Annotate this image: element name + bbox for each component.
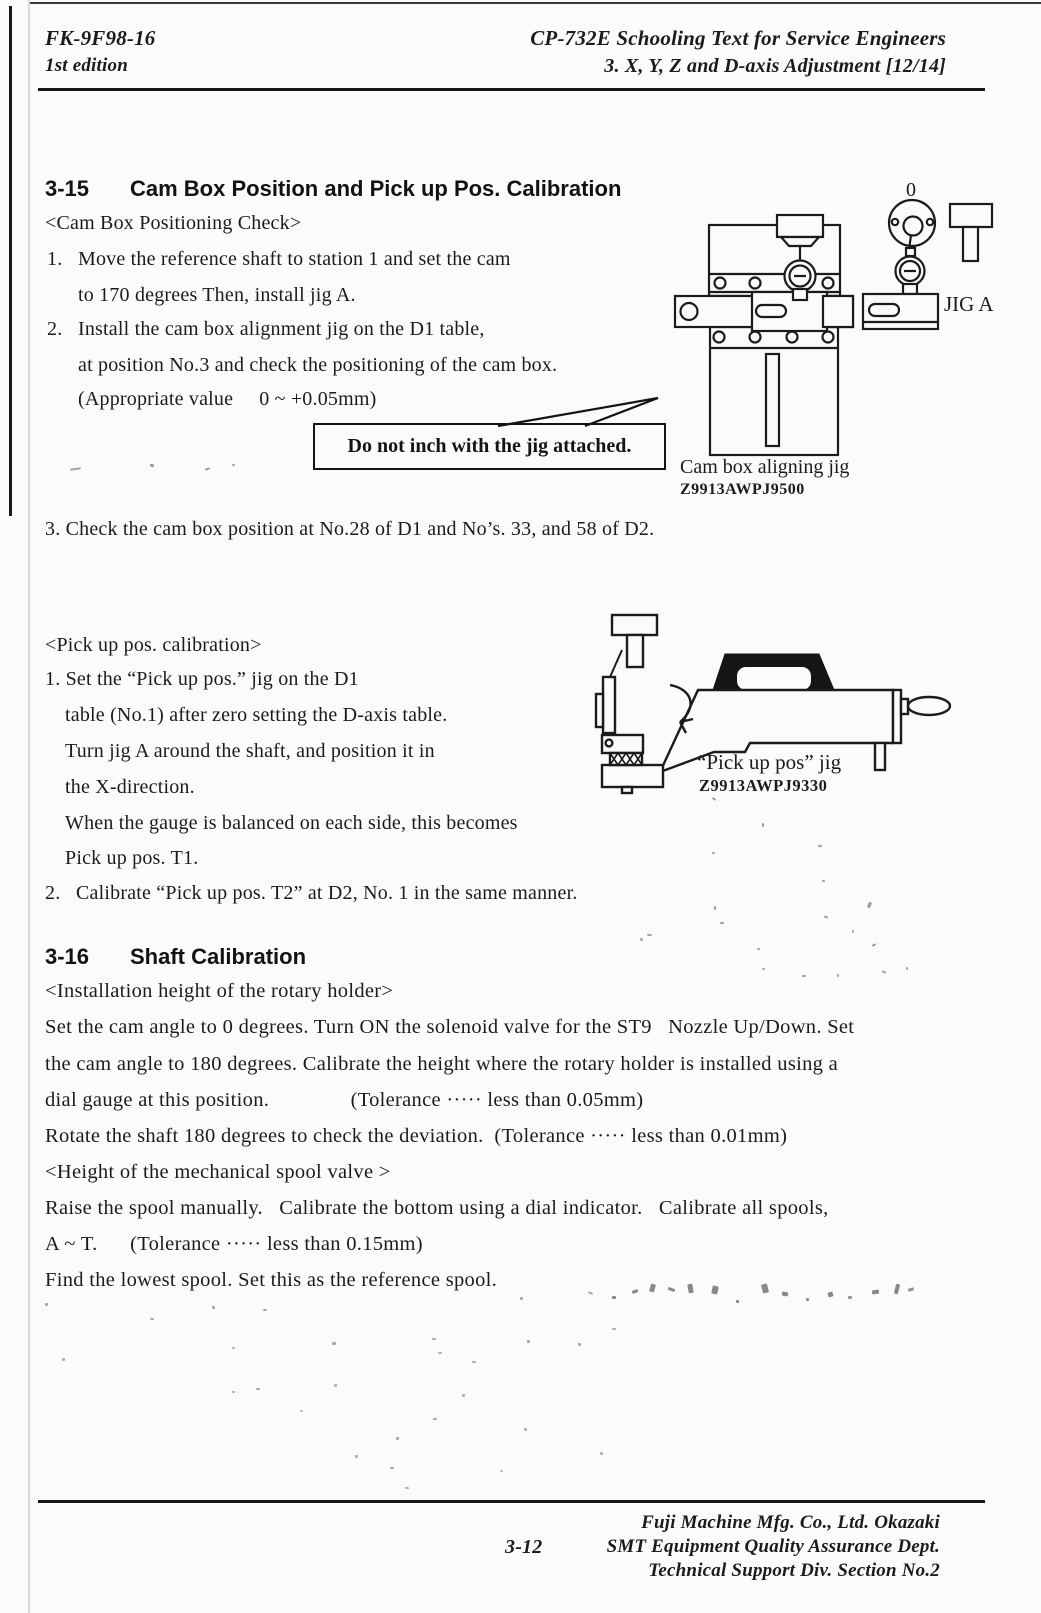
warning-callout-text: Do not inch with the jig attached. bbox=[347, 435, 632, 457]
cam-box-part-number: Z9913AWPJ9500 bbox=[680, 481, 805, 498]
scan-speck bbox=[232, 1347, 235, 1349]
scan-speck bbox=[438, 1352, 442, 1355]
pickup-step1-line5: When the gauge is balanced on each side, this becomes bbox=[65, 812, 518, 834]
scan-edge-left bbox=[9, 6, 12, 516]
shaft-line3: the cam angle to 180 degrees. Calibrate the height where the rotary holder is installed using a bbox=[45, 1053, 839, 1075]
scan-speck bbox=[632, 1289, 639, 1294]
shaft-line2: Set the cam angle to 0 degrees. Turn ON the solenoid valve for the ST9 Nozzle Up/Down. Set bbox=[45, 1016, 855, 1038]
pickup-part-number: Z9913AWPJ9330 bbox=[699, 776, 828, 795]
pickup-step1-line2: table (No.1) after zero setting the D-axis table. bbox=[65, 704, 448, 726]
scan-speck bbox=[612, 1328, 616, 1330]
scan-speck bbox=[894, 1284, 900, 1295]
step1-line1: 1. Move the reference shaft to station 1 and set the cam bbox=[47, 248, 511, 270]
scan-speck bbox=[256, 1388, 260, 1391]
scan-speck bbox=[649, 1283, 656, 1292]
scan-speck bbox=[70, 467, 81, 471]
scan-speck bbox=[396, 1437, 399, 1440]
shaft-line4: dial gauge at this position. (Tolerance ····· less than 0.05mm) bbox=[45, 1089, 644, 1111]
scan-speck bbox=[472, 1361, 476, 1364]
scan-speck bbox=[205, 467, 210, 471]
header-doc-code: FK-9F98-16 bbox=[45, 26, 156, 50]
shaft-line6: <Height of the mechanical spool valve > bbox=[45, 1161, 391, 1183]
scan-speck bbox=[462, 1394, 465, 1397]
section-3-15-title: Cam Box Position and Pick up Pos. Calibration bbox=[130, 176, 622, 201]
scan-speck bbox=[647, 934, 652, 936]
footer-division: Technical Support Div. Section No.2 bbox=[648, 1560, 940, 1581]
scan-speck bbox=[736, 1300, 739, 1303]
scan-speck bbox=[527, 1340, 531, 1344]
cam-box-drawing bbox=[675, 215, 853, 455]
scan-speck bbox=[720, 922, 724, 925]
scan-speck bbox=[824, 915, 828, 918]
section-3-16-number: 3-16 bbox=[45, 944, 90, 969]
scan-speck bbox=[150, 464, 154, 468]
scan-speck bbox=[908, 1287, 915, 1292]
footer-page-number: 3-12 bbox=[505, 1536, 543, 1558]
scan-speck bbox=[802, 975, 806, 978]
scan-speck bbox=[432, 1338, 436, 1341]
scan-speck bbox=[712, 852, 715, 854]
scan-speck bbox=[848, 1296, 852, 1300]
scan-speck bbox=[405, 1487, 409, 1490]
shaft-line5: Rotate the shaft 180 degrees to check the deviation. (Tolerance ····· less than 0.01mm) bbox=[45, 1125, 788, 1147]
footer-department: SMT Equipment Quality Assurance Dept. bbox=[606, 1536, 940, 1557]
scan-speck bbox=[433, 1418, 437, 1421]
scan-speck bbox=[232, 1391, 235, 1393]
scan-speck bbox=[837, 974, 839, 977]
scan-speck bbox=[782, 1292, 789, 1297]
scan-speck bbox=[332, 1342, 337, 1346]
dial-indicator bbox=[603, 677, 615, 733]
shaft-line7: Raise the spool manually. Calibrate the bottom using a dial indicator. Calibrate all spools, bbox=[45, 1197, 829, 1219]
scan-speck bbox=[822, 880, 825, 882]
step2-line1: 2. Install the cam box alignment jig on the D1 table, bbox=[47, 318, 485, 340]
scan-speck bbox=[687, 1284, 693, 1294]
scan-speck bbox=[600, 1452, 603, 1455]
scan-speck bbox=[867, 902, 872, 909]
scan-speck bbox=[906, 967, 908, 970]
cam-box-figure bbox=[650, 170, 1000, 470]
header-rule bbox=[38, 88, 985, 91]
footer-company: Fuji Machine Mfg. Co., Ltd. Okazaki bbox=[641, 1512, 940, 1533]
header-edition: 1st edition bbox=[45, 55, 128, 76]
scan-speck bbox=[640, 938, 643, 941]
scan-speck bbox=[711, 1285, 719, 1294]
step3-line: 3. Check the cam box position at No.28 of D1 and No’s. 33, and 58 of D2. bbox=[45, 518, 655, 540]
footer-rule bbox=[38, 1500, 985, 1503]
scan-speck bbox=[588, 1291, 593, 1295]
scan-speck bbox=[520, 1297, 523, 1300]
scan-edge-top bbox=[30, 2, 1041, 4]
scan-speck bbox=[668, 1287, 676, 1292]
scan-speck bbox=[390, 1467, 394, 1470]
scan-speck bbox=[578, 1343, 582, 1347]
shaft-line1: <Installation height of the rotary holder> bbox=[45, 980, 394, 1002]
scan-speck bbox=[212, 1306, 215, 1309]
pickup-step2: 2. Calibrate “Pick up pos. T2” at D2, No. 1 in the same manner. bbox=[45, 882, 578, 904]
scan-speck bbox=[762, 968, 765, 970]
pickup-step1-line4: the X-direction. bbox=[65, 776, 195, 798]
scan-speck bbox=[872, 1290, 879, 1295]
scan-speck bbox=[852, 930, 854, 933]
cam-box-check-heading: <Cam Box Positioning Check> bbox=[45, 212, 302, 234]
scan-speck bbox=[757, 948, 760, 950]
step1-line2: to 170 degrees Then, install jig A. bbox=[78, 284, 356, 306]
scan-speck bbox=[872, 943, 876, 947]
scan-speck bbox=[612, 1296, 616, 1299]
section-3-16-title: Shaft Calibration bbox=[130, 944, 307, 969]
header-title: CP-732E Schooling Text for Service Engineers bbox=[530, 26, 946, 50]
scan-speck bbox=[714, 906, 717, 910]
scan-speck bbox=[334, 1384, 337, 1387]
scan-speck bbox=[818, 845, 822, 848]
jig-a-dial-gauge bbox=[896, 257, 925, 295]
pickup-step1-line3: Turn jig A around the shaft, and position it in bbox=[65, 740, 435, 762]
pickup-step1-line6: Pick up pos. T1. bbox=[65, 847, 199, 869]
pickup-heading: <Pick up pos. calibration> bbox=[45, 634, 262, 656]
step2-line2: at position No.3 and check the positioning of the cam box. bbox=[78, 354, 558, 376]
header-subtitle: 3. X, Y, Z and D-axis Adjustment [12/14] bbox=[604, 55, 946, 77]
scan-speck bbox=[355, 1455, 359, 1459]
scan-speck bbox=[524, 1428, 527, 1431]
scan-speck bbox=[761, 1283, 769, 1293]
jig-a-label: JIG A bbox=[944, 292, 994, 316]
scan-speck bbox=[263, 1309, 267, 1312]
shaft-line9: Find the lowest spool. Set this as the reference spool. bbox=[45, 1269, 498, 1291]
scan-speck bbox=[62, 1358, 65, 1361]
scan-speck bbox=[300, 1410, 303, 1412]
scan-speck bbox=[762, 823, 764, 827]
scan-speck bbox=[150, 1318, 154, 1321]
step2-line3: (Appropriate value 0 ~ +0.05mm) bbox=[78, 388, 377, 410]
dial-zero-label: 0 bbox=[906, 179, 916, 201]
section-3-15-number: 3-15 bbox=[45, 176, 90, 201]
scan-speck bbox=[45, 1303, 48, 1306]
cam-box-figure-caption: Cam box aligning jig bbox=[680, 456, 850, 478]
scan-fold-left bbox=[28, 0, 30, 1613]
scan-speck bbox=[232, 464, 235, 466]
scan-speck bbox=[827, 1291, 833, 1297]
scan-speck bbox=[882, 970, 886, 973]
shaft-line8: A ~ T. (Tolerance ····· less than 0.15mm) bbox=[45, 1233, 423, 1255]
pickup-figure-caption: “Pick up pos” jig bbox=[697, 750, 842, 774]
scan-speck bbox=[500, 1470, 503, 1472]
pickup-step1-line1: 1. Set the “Pick up pos.” jig on the D1 bbox=[45, 668, 359, 690]
scan-speck bbox=[806, 1298, 809, 1301]
